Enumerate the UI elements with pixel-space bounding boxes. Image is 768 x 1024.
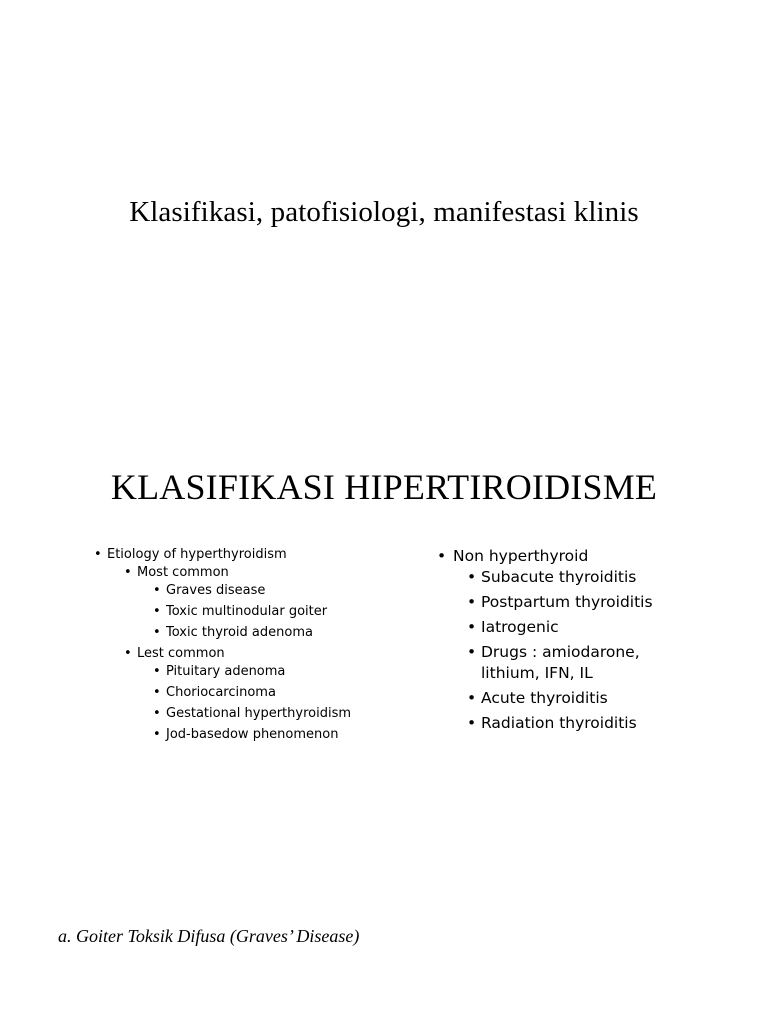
footnote: a. Goiter Toksik Difusa (Graves’ Disease) bbox=[58, 926, 360, 946]
non-hyperthyroid-column bbox=[453, 546, 658, 738]
list-item-non-hyperthyroid bbox=[453, 546, 658, 734]
list-item: • Toxic multinodular goiter bbox=[166, 603, 357, 621]
list-item: • Pituitary adenoma bbox=[166, 663, 357, 681]
non-hyperthyroid-list bbox=[453, 546, 658, 734]
etiology-column bbox=[107, 546, 357, 748]
list-item: • Toxic thyroid adenoma bbox=[166, 624, 357, 642]
group-label: Most common bbox=[137, 565, 229, 580]
non-hyperthyroid-items bbox=[453, 567, 658, 734]
list-item: • Iatrogenic bbox=[481, 617, 658, 638]
list-item: • Jod-basedow phenomenon bbox=[166, 726, 357, 744]
non-hyperthyroid-label: Non hyperthyroid bbox=[453, 547, 589, 565]
list-item-most-common bbox=[137, 564, 357, 642]
most-common-list bbox=[137, 582, 357, 642]
etiology-list bbox=[107, 546, 357, 744]
etiology-groups bbox=[107, 564, 357, 744]
list-item: • Acute thyroiditis bbox=[481, 688, 658, 709]
list-item: • Subacute thyroiditis bbox=[481, 567, 658, 588]
list-item: • Graves disease bbox=[166, 582, 357, 600]
list-item: • Postpartum thyroiditis bbox=[481, 592, 658, 613]
list-item: • Drugs : amiodarone, lithium, IFN, IL bbox=[481, 642, 658, 684]
list-item-lest-common bbox=[137, 645, 357, 744]
group-label: Lest common bbox=[137, 646, 225, 661]
list-item: • Choriocarcinoma bbox=[166, 684, 357, 702]
list-item: • Radiation thyroiditis bbox=[481, 713, 658, 734]
page-heading: Klasifikasi, patofisiologi, manifestasi klinis bbox=[129, 196, 639, 228]
section-title: KLASIFIKASI HIPERTIROIDISME bbox=[110, 467, 658, 507]
list-item: • Gestational hyperthyroidism bbox=[166, 705, 357, 723]
etiology-label: Etiology of hyperthyroidism bbox=[107, 547, 287, 562]
list-item-etiology bbox=[107, 546, 357, 744]
lest-common-list bbox=[137, 663, 357, 744]
